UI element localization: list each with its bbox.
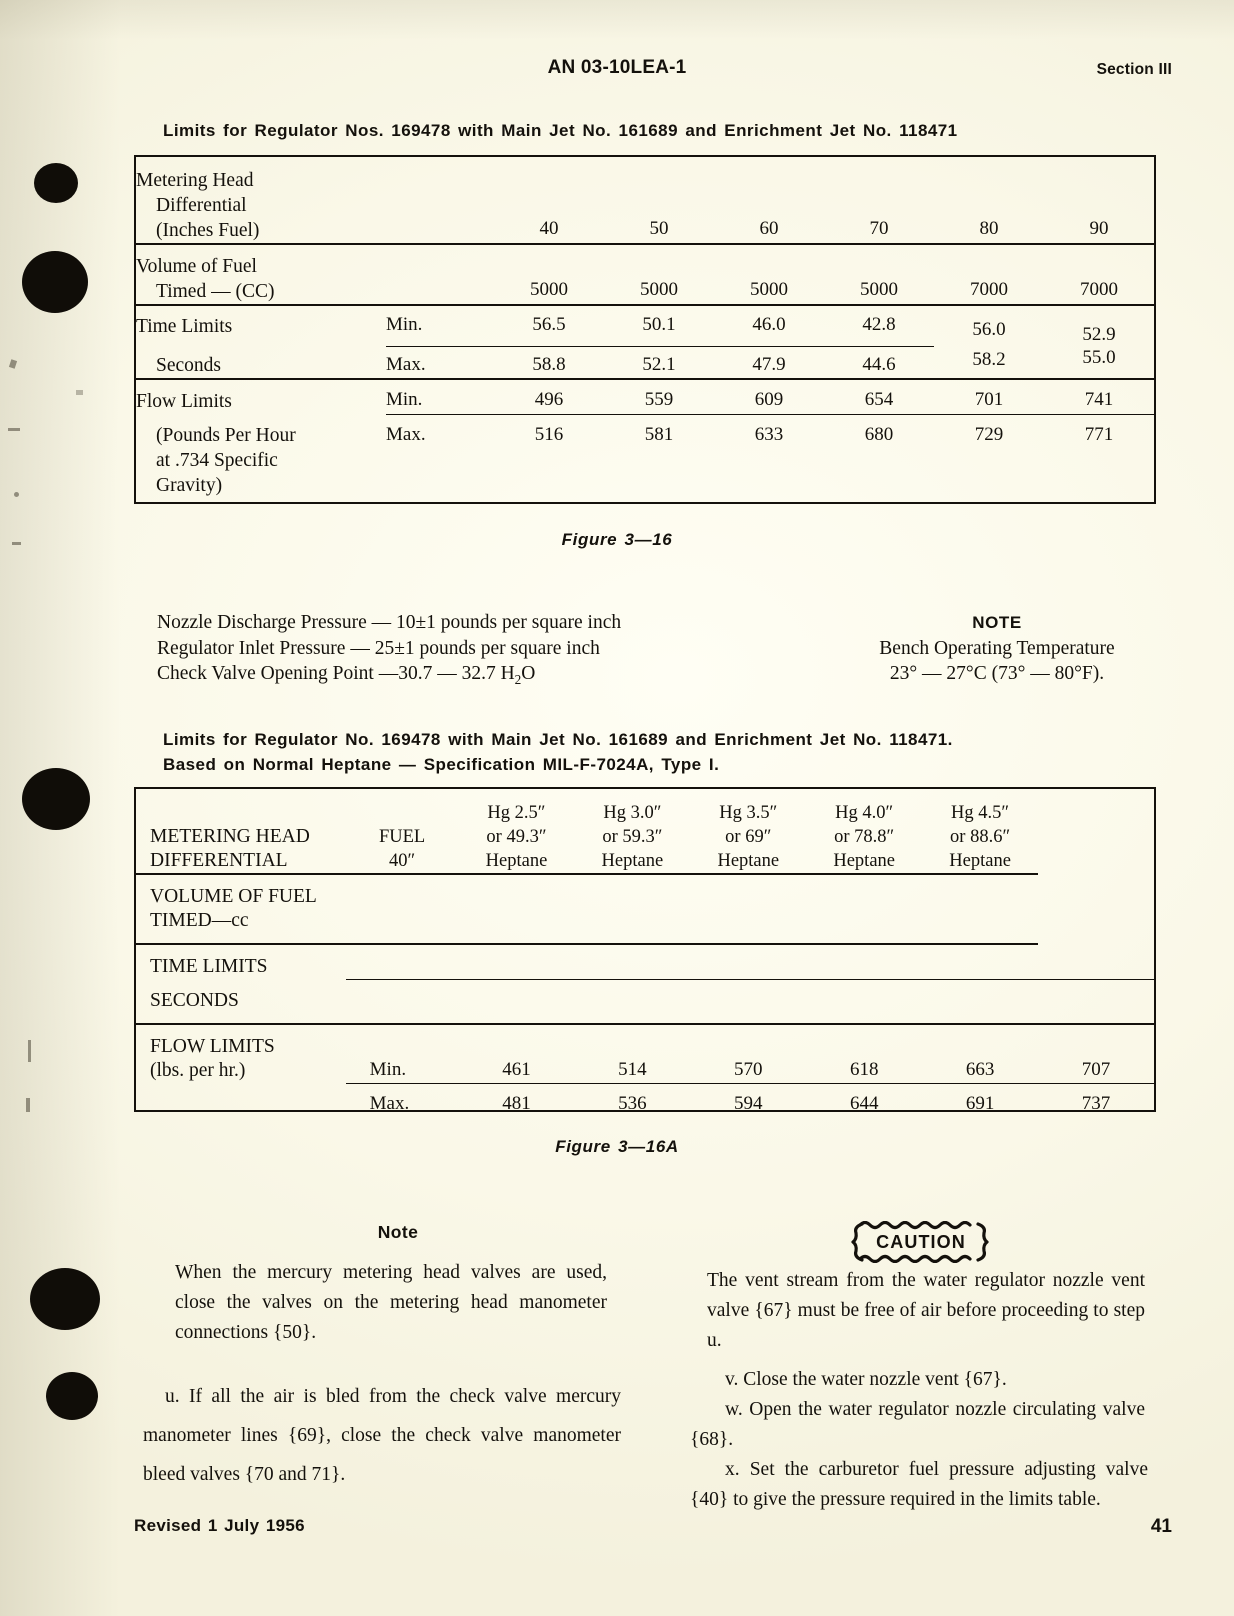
scan-speck <box>8 428 20 431</box>
cell-value: 70 <box>869 218 889 239</box>
binder-hole <box>46 1372 98 1420</box>
table-row <box>136 414 1154 498</box>
cell-value: 654 <box>824 379 934 414</box>
cell-value: 461 <box>459 1024 575 1083</box>
cell-value: 52.9 <box>1044 305 1154 346</box>
cell-value <box>459 979 575 1024</box>
cell-value <box>806 979 922 1024</box>
binder-hole <box>22 251 88 313</box>
table-row <box>136 944 1154 979</box>
page-number: 41 <box>1150 1516 1172 1537</box>
cell-value: 42.8 <box>824 305 934 346</box>
cell-value: 50.1 <box>604 305 714 346</box>
header-col-hg-4-5: Hg 4.5″ or 88.6″ Heptane <box>949 803 1011 871</box>
row-label-volume: Volume of Fuel Timed — (CC) <box>136 244 386 305</box>
figure-caption-3-16: Figure 3—16 <box>561 530 673 549</box>
row-minmax-blank <box>386 244 494 305</box>
cell-value: 60 <box>759 218 779 239</box>
cell-value <box>459 944 575 979</box>
cell-value: 594 <box>690 1083 806 1115</box>
cell-value: 56.0 <box>934 305 1044 346</box>
row-minmax-blank <box>386 157 494 244</box>
cell-value: 5000 <box>604 244 714 305</box>
cell-value: 44.6 <box>824 346 934 379</box>
note-title: Note <box>377 1222 419 1242</box>
document-id: AN 03-10LEA-1 <box>547 57 687 78</box>
cell-value: 581 <box>604 414 714 498</box>
cell-value: 559 <box>604 379 714 414</box>
cell-value: 5000 <box>494 244 604 305</box>
cell-value: 46.0 <box>714 305 824 346</box>
cell-value <box>806 874 922 944</box>
section-id: Section III <box>1096 61 1172 78</box>
cell-value <box>806 944 922 979</box>
limits-table-fuel <box>134 155 1156 504</box>
row-label-metering-head: Metering Head Differential (Inches Fuel) <box>136 170 260 241</box>
minmax-label-min: Min. <box>346 1024 459 1083</box>
scan-speck <box>26 1098 30 1112</box>
cell-value: 90 <box>1089 218 1109 239</box>
cell-value: 516 <box>494 414 604 498</box>
row-label-seconds: Seconds <box>156 355 221 376</box>
step-u-paragraph: u. If all the air is bled from the check valve mercury manometer lines {69}, close the check valve manometer bleed valves {70 and 71}. <box>143 1386 621 1485</box>
cell-value: 570 <box>690 1024 806 1083</box>
cell-value: 47.9 <box>714 346 824 379</box>
cell-value: 707 <box>1038 1024 1154 1083</box>
cell-value: 56.5 <box>494 305 604 346</box>
step-v-paragraph: v. Close the water nozzle vent {67}. <box>725 1369 1007 1390</box>
cell-value <box>1038 979 1154 1024</box>
spec-line-regulator-inlet-pressure: Regulator Inlet Pressure — 25±1 pounds per square inch <box>157 637 600 659</box>
cell-value: 633 <box>714 414 824 498</box>
header-label-metering-head: METERING HEAD DIFFERENTIAL <box>150 826 310 871</box>
row-label-flow-limits: Flow Limits <box>136 379 386 414</box>
cell-value <box>690 979 806 1024</box>
table1-heading: Limits for Regulator Nos. 169478 with Main Jet No. 161689 and Enrichment Jet No. 118471 <box>163 121 958 140</box>
cell-value: 663 <box>922 1024 1038 1083</box>
cell-value: 80 <box>979 218 999 239</box>
cell-value: 618 <box>806 1024 922 1083</box>
cell-value <box>574 944 690 979</box>
scan-speck <box>28 1040 31 1062</box>
cell-value: 5000 <box>824 244 934 305</box>
cell-value: 701 <box>934 379 1044 414</box>
minmax-label-min: Min. <box>386 379 494 414</box>
table-row <box>136 305 1154 346</box>
row-label-blank <box>136 1083 346 1115</box>
cell-value <box>922 944 1038 979</box>
header-col-hg-3-0: Hg 3.0″ or 59.3″ Heptane <box>601 803 664 871</box>
cell-value <box>574 874 690 944</box>
step-w-paragraph: w. Open the water regulator nozzle circulating valve {68}. <box>690 1399 1145 1450</box>
table-row <box>136 346 1154 379</box>
binder-hole <box>30 1268 100 1330</box>
scan-speck <box>76 390 83 395</box>
cell-value: 691 <box>922 1083 1038 1115</box>
spec-line-nozzle-discharge-pressure: Nozzle Discharge Pressure — 10±1 pounds per square inch <box>157 612 622 633</box>
spec-line-check-valve-opening-point: Check Valve Opening Point —30.7 — 32.7 $H_2O$ <box>157 663 536 687</box>
bench-operating-note <box>852 610 1142 687</box>
table-row <box>136 874 1154 944</box>
cell-value: 536 <box>574 1083 690 1115</box>
minmax-label-min: Min. <box>386 305 494 346</box>
cell-value: 481 <box>459 1083 575 1115</box>
table2-heading <box>163 727 953 777</box>
page-header <box>0 57 1234 81</box>
caution-label: CAUTION <box>876 1231 966 1252</box>
cell-value <box>922 874 1038 944</box>
row-label-seconds: SECONDS <box>150 990 239 1011</box>
cell-value: 58.8 <box>494 346 604 379</box>
cell-value: 741 <box>1044 379 1154 414</box>
table2-heading-line-2: Based on Normal Heptane — Specification MIL-F-7024A, Type I. <box>163 755 720 774</box>
cell-value: 609 <box>714 379 824 414</box>
cell-value: 5000 <box>714 244 824 305</box>
cell-value <box>459 874 575 944</box>
cell-value: 729 <box>934 414 1044 498</box>
bench-note-line-1: Bench Operating Temperature <box>879 637 1115 659</box>
header-col-hg-3-5: Hg 3.5″ or 69″ Heptane <box>717 803 780 871</box>
binder-hole <box>22 768 90 830</box>
bench-note-title: NOTE <box>972 613 1022 632</box>
table-row <box>136 379 1154 414</box>
operating-conditions-list <box>157 610 621 692</box>
cell-value <box>690 874 806 944</box>
cell-value <box>346 944 459 979</box>
caution-badge <box>848 1221 992 1263</box>
table-row <box>136 979 1154 1024</box>
cell-value <box>574 979 690 1024</box>
row-label-time-limits: Time Limits <box>136 305 386 346</box>
cell-value: 680 <box>824 414 934 498</box>
figure-caption-3-16a: Figure 3—16A <box>555 1137 679 1156</box>
table-row <box>136 157 1154 244</box>
cell-value: 7000 <box>934 244 1044 305</box>
cell-value: 496 <box>494 379 604 414</box>
cell-value: 55.0 <box>1082 347 1116 368</box>
header-col-hg-2-5: Hg 2.5″ or 49.3″ Heptane <box>485 803 548 871</box>
step-x-paragraph: x. Set the carburetor fuel pressure adjusting valve {40} to give the pressure required in the limits table. <box>690 1459 1148 1510</box>
header-col-fuel: FUEL 40″ <box>378 827 426 871</box>
minmax-label-max: Max. <box>386 414 494 498</box>
minmax-label-max: Max. <box>386 346 494 379</box>
cell-value <box>690 944 806 979</box>
table-row <box>136 1024 1154 1083</box>
bench-note-line-2: 23° — 27°C (73° — 80°F). <box>889 663 1105 684</box>
binder-hole <box>34 163 78 203</box>
cell-value: 7000 <box>1044 244 1154 305</box>
cell-value: 40 <box>539 218 559 239</box>
row-label-flow-units: (Pounds Per Hour at .734 Specific Gravity) <box>156 425 296 496</box>
row-label-time-limits: TIME LIMITS <box>136 944 346 979</box>
cell-value: 644 <box>806 1083 922 1115</box>
row-label-flow-limits: FLOW LIMITS (lbs. per hr.) <box>136 1024 346 1083</box>
table-row <box>136 1083 1154 1115</box>
minmax-label-max: Max. <box>346 1083 459 1115</box>
table-row <box>136 244 1154 305</box>
cell-value <box>346 979 459 1024</box>
cell-value: 737 <box>1038 1083 1154 1115</box>
scan-speck <box>14 492 19 497</box>
cell-value: 50 <box>649 218 669 239</box>
note-body: When the mercury metering head valves are used, close the valves on the metering head manometer connections {50}. <box>175 1262 607 1343</box>
cell-value: 514 <box>574 1024 690 1083</box>
caution-body: The vent stream from the water regulator nozzle vent valve {67} must be free of air before proceeding to step u. <box>707 1270 1145 1351</box>
table2-heading-line-1: Limits for Regulator No. 169478 with Main Jet No. 161689 and Enrichment Jet No. 118471. <box>163 730 953 749</box>
row-label-volume: VOLUME OF FUEL TIMED—cc <box>136 874 346 944</box>
table-header-row <box>136 789 1154 874</box>
cell-value <box>922 979 1038 1024</box>
cell-value: 771 <box>1044 414 1154 498</box>
cell-value <box>346 874 459 944</box>
limits-table-heptane <box>134 787 1156 1112</box>
header-col-hg-4-0: Hg 4.0″ or 78.8″ Heptane <box>833 803 895 871</box>
cell-value: 52.1 <box>604 346 714 379</box>
cell-value: 58.2 <box>972 349 1006 370</box>
revision-date: Revised 1 July 1956 <box>134 1516 305 1535</box>
